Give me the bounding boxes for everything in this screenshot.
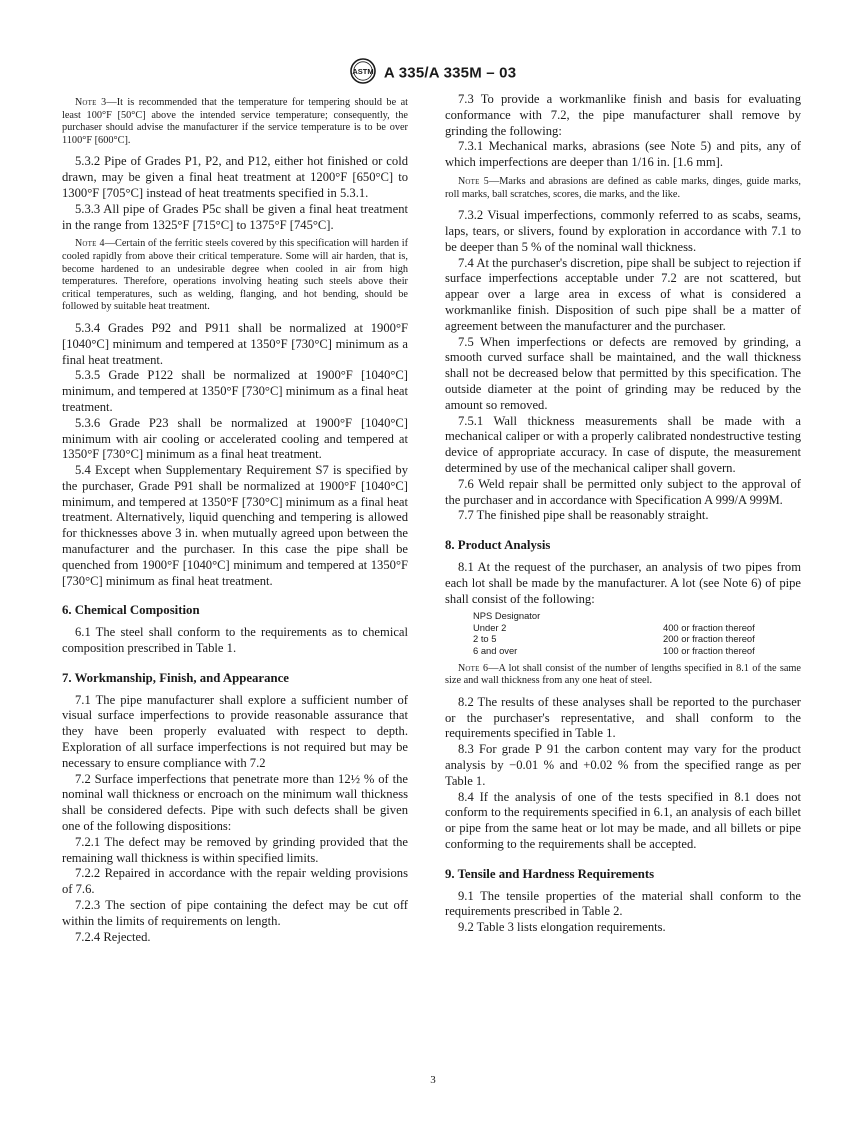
nps-size-cell: 2 to 5 <box>473 633 497 645</box>
note-text: —Marks and abrasions are defined as cable marks, dinges, guide marks, roll marks, ball scratches, scores, die marks, and the like. <box>445 175 801 200</box>
section-heading-6: 6. Chemical Composition <box>62 603 200 618</box>
section-heading-9: 9. Tensile and Hardness Requirements <box>445 866 655 881</box>
nps-table-row <box>473 622 801 634</box>
page-header <box>0 58 866 88</box>
nps-table-row <box>473 645 801 657</box>
section-heading-8: 8. Product Analysis <box>445 538 551 553</box>
nps-header-label: NPS Designator <box>473 610 541 622</box>
para-6-1: 6.1 The steel shall conform to the requirements as to chemical composition prescribed in Table 1. <box>62 625 408 656</box>
left-column <box>62 92 408 945</box>
section-heading-7: 7. Workmanship, Finish, and Appearance <box>62 670 289 685</box>
para-7-2-3: 7.2.3 The section of pipe containing the defect may be cut off within the limits of requirements on length. <box>62 898 408 928</box>
note-4 <box>62 238 408 314</box>
para-9-1: 9.1 The tensile properties of the material shall conform to the requirements prescribed in Table 2. <box>445 888 801 919</box>
note-label: Note 4 <box>75 238 105 250</box>
para-7-1: 7.1 The pipe manufacturer shall explore a sufficient number of visual surface imperfections to provide reasonable assurance that they have been properly evaluated with respect to depth. Exploration of all surface imperfections is not required but may be necessary to ensure compliance with 7.2 <box>62 692 408 770</box>
para-5-4: 5.4 Except when Supplementary Requirement S7 is specified by the purchaser, Grade P91 shall be normalized at 1900°F [1040°C] minimum, and tempered at 1350°F [730°C] minimum as a final heat treatment. Alternatively, liquid quenching and tempering is allowed for thicknesses above 3 in. when mutually agreed upon between the manufacturer and the purchaser. In this case the pipe shall be quenched from 1900°F [1040°C] minimum and tempered at 1350°F [730°C] minimum as final heat treatment. <box>62 463 408 588</box>
note-label: Note 3 <box>75 97 107 108</box>
page-number: 3 <box>430 1074 436 1086</box>
para-7-7: 7.7 The finished pipe shall be reasonably straight. <box>458 508 709 523</box>
note-3 <box>62 97 408 147</box>
nps-size-cell: Under 2 <box>473 621 507 633</box>
para-5-3-6: 5.3.6 Grade P23 shall be normalized at 1900°F [1040°C] minimum with air cooling or accelerated cooling and tempered at 1350°F [730°C] minimum as a final heat treatment. <box>62 415 408 462</box>
para-7-2-4: 7.2.4 Rejected. <box>75 929 151 944</box>
para-8-4: 8.4 If the analysis of one of the tests specified in 8.1 does not conform to the requirements specified in 6.1, an analysis of each billet or pipe from the same heat or lot may be made, and all billets or pipe conforming to the requirements shall be accepted. <box>445 789 801 852</box>
para-7-4: 7.4 At the purchaser's discretion, pipe shall be subject to rejection if surface imperfections acceptable under 7.2 are not scattered, but appear over a large area in excess of what is considered a workmanlike finish. Disposition of such pipe shall be a matter of agreement between the manufacturer and the purchaser. <box>445 255 801 333</box>
note-6 <box>445 663 801 688</box>
para-7-2: 7.2 Surface imperfections that penetrate more than 12½ % of the nominal wall thickness or encroach on the minimum wall thickness shall be considered defects. Pipe with such defects shall be given one of the following dispositions: <box>62 771 408 834</box>
note-5 <box>445 176 801 201</box>
para-7-3-1: 7.3.1 Mechanical marks, abrasions (see Note 5) and pits, any of which imperfections are deeper than 1/16 in. [1.6 mm]. <box>445 139 801 170</box>
note-text: —It is recommended that the temperature for tempering should be at least 100°F [50°C] above the intended service temperature; consequently, the purchaser should advise the manufacturer if the service temperature is to be over 1100°F [600°C]. <box>62 97 408 146</box>
note-label: Note 6 <box>458 662 489 674</box>
svg-text:ASTM: ASTM <box>352 67 374 77</box>
para-7-3: 7.3 To provide a workmanlike finish and basis for evaluating conformance with 7.2, the pipe manufacturer shall remove by grinding the following: <box>445 92 801 138</box>
right-column <box>445 92 801 936</box>
para-5-3-2: 5.3.2 Pipe of Grades P1, P2, and P12, either hot finished or cold drawn, may be given a final heat treatment at 1200°F [650°C] to 1300°F [705°C] instead of heat treatments specified in 5.3.1. <box>62 154 408 200</box>
para-8-2: 8.2 The results of these analyses shall be reported to the purchaser or the purchaser's representative, and shall conform to the requirements specified in Table 1. <box>445 694 801 741</box>
note-text: —Certain of the ferritic steels covered by this specification will harden if cooled rapidly from above their critical temperature. Some will air harden, that is, become hardened to an undesirable degree when cooled in air from high temperatures. Therefore, operations involving heating such steels above their critical temperatures, such as welding, flanging, and hot bending, should be followed by suitable heat treatment. <box>62 238 409 313</box>
nps-lot-cell: 200 or fraction thereof <box>663 633 755 645</box>
para-7-2-2: 7.2.2 Repaired in accordance with the repair welding provisions of 7.6. <box>62 866 408 897</box>
note-label: Note 5 <box>458 175 489 187</box>
nps-lot-table <box>473 610 801 656</box>
astm-logo-icon <box>350 58 376 88</box>
para-8-3: 8.3 For grade P 91 the carbon content may vary for the product analysis by −0.01 % and +0.02 % from the specified range as per Table 1. <box>445 742 801 788</box>
para-8-1: 8.1 At the request of the purchaser, an analysis of two pipes from each lot shall be made by the manufacturer. A lot (see Note 6) of pipe shall consist of the following: <box>445 559 801 606</box>
nps-table-header <box>473 610 801 622</box>
para-5-3-5: 5.3.5 Grade P122 shall be normalized at 1900°F [1040°C] minimum, and tempered at 1350°F [730°C] minimum as a final heat treatment. <box>62 368 408 414</box>
nps-table-row <box>473 633 801 645</box>
para-9-2: 9.2 Table 3 lists elongation requirements. <box>458 920 666 935</box>
para-5-3-4: 5.3.4 Grades P92 and P911 shall be normalized at 1900°F [1040°C] minimum and tempered at 1350°F [730°C] minimum as a final heat treatment. <box>62 320 408 367</box>
para-7-2-1: 7.2.1 The defect may be removed by grinding provided that the remaining wall thickness is within specified limits. <box>62 834 408 865</box>
para-5-3-3: 5.3.3 All pipe of Grades P5c shall be given a final heat treatment in the range from 1325°F [715°C] to 1375°F [745°C]. <box>62 201 408 232</box>
nps-lot-cell: 100 or fraction thereof <box>663 645 755 657</box>
nps-lot-cell: 400 or fraction thereof <box>663 621 755 633</box>
document-designation: A 335/A 335M – 03 <box>383 64 517 82</box>
para-7-5: 7.5 When imperfections or defects are removed by grinding, a smooth curved surface shall be maintained, and the wall thickness shall not be decreased below that permitted by this specification. The outside diameter at the point of grinding may be reduced by the amount so removed. <box>445 334 801 412</box>
note-text: —A lot shall consist of the number of lengths specified in 8.1 of the same size and wall thickness from any one heat of steel. <box>445 662 801 687</box>
para-7-3-2: 7.3.2 Visual imperfections, commonly referred to as scabs, seams, laps, tears, or slivers, found by exploration in accordance with 7.1 to be deeper than 5 % of the nominal wall thickness. <box>445 208 801 254</box>
para-7-5-1: 7.5.1 Wall thickness measurements shall be made with a mechanical caliper or with a properly calibrated nondestructive testing device of appropriate accuracy. In case of dispute, the measurement determined by use of the mechanical caliper shall govern. <box>445 413 801 475</box>
para-7-6: 7.6 Weld repair shall be permitted only subject to the approval of the purchaser and in accordance with Specification A 999/A 999M. <box>445 476 801 507</box>
nps-size-cell: 6 and over <box>473 645 518 657</box>
